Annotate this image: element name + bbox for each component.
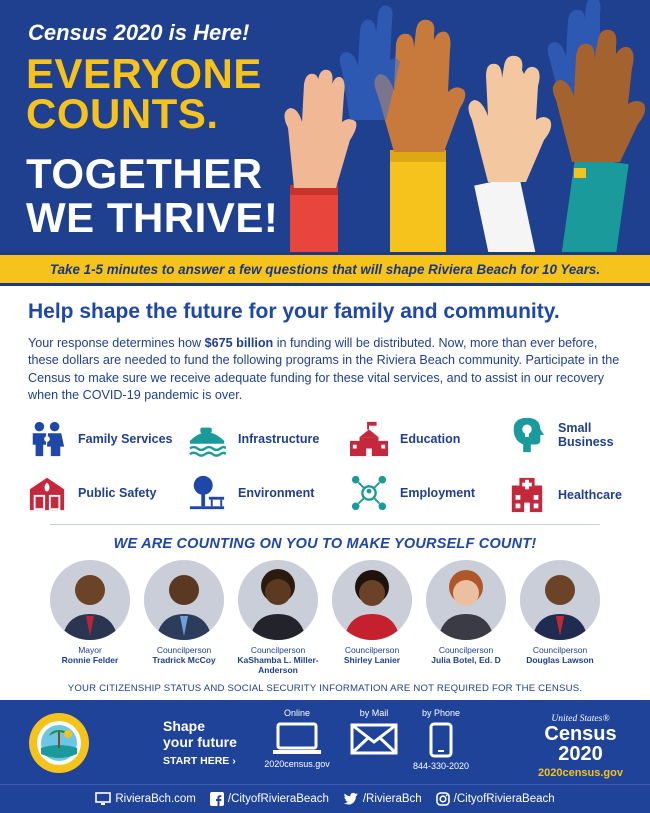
program-label: Small Business xyxy=(558,421,614,449)
social-instagram-link[interactable] xyxy=(436,792,555,806)
hand-red-sleeve xyxy=(284,70,356,252)
social-text: /CityofRivieraBeach xyxy=(227,793,329,805)
person-role: Mayor xyxy=(78,645,102,655)
hero-line-4: WE THRIVE! xyxy=(26,194,279,241)
raised-hands-illustration xyxy=(250,0,650,252)
program-public-safety xyxy=(28,474,157,512)
person-name: Julia Botel, Ed. D xyxy=(431,655,501,665)
avatar xyxy=(426,560,506,640)
person-card xyxy=(40,560,140,665)
shape-your-future xyxy=(163,718,237,769)
census-word: Census xyxy=(544,723,617,745)
method-online[interactable] xyxy=(262,708,332,769)
program-label: Public Safety xyxy=(78,486,157,500)
census-url-link[interactable]: 2020census.gov xyxy=(538,767,623,779)
hero-line-1: EVERYONE xyxy=(26,50,262,97)
family-icon xyxy=(28,420,66,458)
hand-white-sleeve xyxy=(468,56,551,252)
social-website-link[interactable] xyxy=(95,792,196,806)
program-healthcare xyxy=(508,476,622,514)
program-small-business xyxy=(508,416,618,454)
method-detail: 2020census.gov xyxy=(264,759,330,769)
shape-line-1: Shape xyxy=(163,718,206,734)
hero-headline-together xyxy=(26,152,278,240)
lightbulb-head-icon xyxy=(508,416,546,454)
program-infrastructure xyxy=(188,420,319,458)
person-name: Douglas Lawson xyxy=(526,655,594,665)
method-phone[interactable] xyxy=(408,708,474,771)
instagram-icon xyxy=(436,792,450,806)
person-name: Ronnie Felder xyxy=(61,655,119,665)
program-label: Family Services xyxy=(78,432,173,446)
program-label: Education xyxy=(400,432,461,446)
method-mail[interactable] xyxy=(346,708,402,756)
social-text: /RivieraBch xyxy=(362,793,422,805)
hero-headline-everyone-counts xyxy=(26,50,262,137)
time-banner xyxy=(0,252,650,286)
section-headline: Help shape the future for your family and community. xyxy=(28,300,560,323)
envelope-icon xyxy=(349,722,399,756)
method-title: Online xyxy=(283,708,310,718)
social-facebook-link[interactable] xyxy=(210,792,329,806)
twitter-icon xyxy=(343,792,359,806)
avatar xyxy=(238,560,318,640)
phone-icon xyxy=(426,722,456,758)
census-top: United States® xyxy=(551,714,610,724)
start-here-link[interactable]: START HERE › xyxy=(163,755,236,767)
social-twitter-link[interactable] xyxy=(343,792,422,806)
hero-line-3: TOGETHER xyxy=(26,150,263,197)
avatar xyxy=(50,560,130,640)
program-label: Infrastructure xyxy=(238,432,320,446)
person-name: Tradrick McCoy xyxy=(152,655,216,665)
footer xyxy=(0,700,650,784)
shape-line-2: your future xyxy=(163,734,237,750)
program-label: Environment xyxy=(238,486,315,500)
section-divider xyxy=(50,524,600,525)
monitor-icon xyxy=(95,792,111,806)
hero-line-2: COUNTS. xyxy=(26,90,219,137)
fire-station-icon xyxy=(28,474,66,512)
person-card xyxy=(416,560,516,665)
census-year: 2020 xyxy=(558,743,603,765)
network-people-icon xyxy=(350,474,388,512)
program-employment xyxy=(350,474,475,512)
person-card xyxy=(134,560,234,665)
person-card xyxy=(510,560,610,665)
hero-section xyxy=(0,0,650,252)
tree-bench-icon xyxy=(188,474,226,512)
city-seal-logo xyxy=(28,712,90,774)
census-2020-logo xyxy=(528,714,633,779)
program-environment xyxy=(188,474,314,512)
intro-paragraph xyxy=(28,335,628,405)
school-icon xyxy=(350,420,388,458)
social-links-bar xyxy=(0,784,650,813)
person-name: KaShamba L. Miller-Anderson xyxy=(237,655,319,675)
facebook-icon xyxy=(210,792,224,806)
hospital-icon xyxy=(508,476,546,514)
social-text: RivieraBch.com xyxy=(115,793,196,805)
banner-text: Take 1-5 minutes to answer a few questions that will shape Riviera Beach for 10 Years. xyxy=(49,261,601,277)
avatar xyxy=(520,560,600,640)
intro-after: in funding will be distributed. Now, more than ever before, these dollars are needed to fund the following programs in the Riviera Beach community. Participate in the Census to make sure we receive adequate funding for these vital services, and to assist in our recovery when the COVID-19 pandemic is over. xyxy=(28,336,620,403)
laptop-icon xyxy=(272,722,322,756)
method-detail: 844-330-2020 xyxy=(412,761,470,771)
bridge-icon xyxy=(188,420,226,458)
intro-amount: $675 billion xyxy=(204,336,274,350)
program-education xyxy=(350,420,460,458)
person-name: Shirley Lanier xyxy=(343,655,401,665)
program-family-services xyxy=(28,420,173,458)
method-title: by Mail xyxy=(359,708,389,718)
programs-grid xyxy=(28,418,628,518)
avatar xyxy=(144,560,224,640)
person-card xyxy=(322,560,422,665)
person-role: Councilperson xyxy=(156,645,212,655)
council-members xyxy=(40,560,620,678)
program-label: Healthcare xyxy=(558,488,622,502)
person-role: Councilperson xyxy=(438,645,494,655)
avatar xyxy=(332,560,412,640)
counting-heading: WE ARE COUNTING ON YOU TO MAKE YOURSELF COUNT! xyxy=(113,536,537,552)
method-title: by Phone xyxy=(421,708,461,718)
person-role: Councilperson xyxy=(344,645,400,655)
citizenship-notice: YOUR CITIZENSHIP STATUS AND SOCIAL SECURITY INFORMATION ARE NOT REQUIRED FOR THE CENSUS. xyxy=(67,683,583,694)
hero-kicker: Census 2020 is Here! xyxy=(28,20,250,45)
program-label: Employment xyxy=(400,486,476,500)
person-card xyxy=(228,560,328,675)
person-role: Councilperson xyxy=(532,645,588,655)
intro-before: Your response determines how xyxy=(28,336,205,350)
person-role: Councilperson xyxy=(250,645,306,655)
social-text: /CityofRivieraBeach xyxy=(453,793,555,805)
